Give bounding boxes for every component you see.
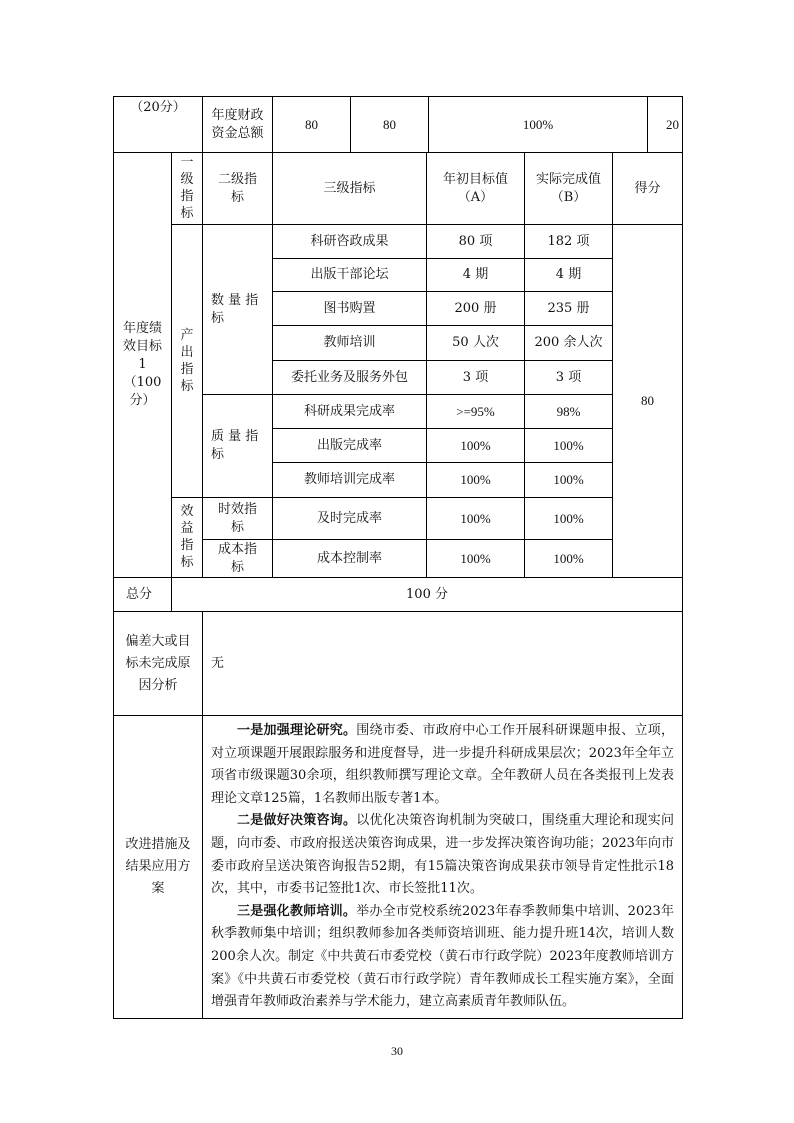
indicator-cell: 教师培训完成率 [273,463,427,498]
header-level1: 一级指标 [172,153,203,225]
actual-cell: 4 期 [525,259,613,292]
actual-cell: 100% [525,429,613,463]
group-timeliness: 时效指标 [203,498,273,540]
group-output: 产出指标 [172,225,203,498]
table-row [114,498,683,540]
performance-table-sheet [113,96,682,1019]
goal-label: 年度绩效目标1（100分） [114,153,172,578]
indicator-cell: 出版完成率 [273,429,427,463]
improvement-paragraph-3 [211,901,674,1014]
deviation-row [114,612,683,716]
funds-table [113,96,683,153]
target-cell: 200 册 [427,292,525,326]
actual-cell: 235 册 [525,292,613,326]
target-cell: 100% [427,429,525,463]
total-label: 总分 [114,578,172,612]
analysis-table [113,611,683,1019]
funds-row [114,97,683,153]
improvement-paragraph-2 [211,810,674,900]
group-quality: 质 量 指 标 [203,395,273,498]
improvement-row [114,716,683,1019]
page-number: 30 [391,1044,403,1058]
deviation-value: 无 [203,612,683,716]
paragraph-2-title: 二是做好决策咨询。 [237,813,357,829]
paragraph-3-text: 举办全市党校系统2023年春季教师集中培训、2023年秋季教师集中培训；组织教师参加各类师资培训班、能力提升班14次，培训人数200余人次。制定《中共黄石市委党校（黄石市行政学院）2023年度教师培训方案》《中共黄石市委党校（黄石市行政学院）青年教师成长工程实施方案》，全面增强青年教师政治素养与学术能力，建立高素质青年教师队伍。 [211,903,674,1010]
target-cell: 50 人次 [427,326,525,361]
target-cell: 100% [427,498,525,540]
actual-cell: 100% [525,463,613,498]
indicators-table [113,152,683,578]
actual-cell: 98% [525,395,613,429]
indicator-cell: 出版干部论坛 [273,259,427,292]
table-row [114,225,683,259]
indicator-cell: 科研成果完成率 [273,395,427,429]
header-level2: 二级指标 [203,153,273,225]
actual-cell: 100% [525,498,613,540]
funds-value-1: 80 [273,97,351,153]
target-cell: 100% [427,463,525,498]
actual-cell: 100% [525,540,613,578]
indicator-cell: 及时完成率 [273,498,427,540]
deviation-label: 偏差大或目标未完成原因分析 [114,612,203,716]
summary-table [113,577,683,612]
indicator-cell: 教师培训 [273,326,427,361]
target-cell: 4 期 [427,259,525,292]
indicator-cell: 图书购置 [273,292,427,326]
header-row [114,153,683,225]
target-cell: 80 项 [427,225,525,259]
improvement-label: 改进措施及结果应用方案 [114,716,203,1019]
indicator-cell: 成本控制率 [273,540,427,578]
actual-cell: 182 项 [525,225,613,259]
total-row [114,578,683,612]
actual-cell: 200 余人次 [525,326,613,361]
target-cell: 100% [427,540,525,578]
funds-value-3: 100% [429,97,648,153]
paragraph-1-text: 围绕市委、市政府中心工作开展科研课题申报、立项，对立项课题开展跟踪服务和进度督导，进一步提升科研成果层次；2023年全年立项省市级课题30余项，组织教师撰写理论文章。全年教研人员在各类报刊上发表理论文章125篇，1名教师出版专著1本。 [211,723,674,806]
paragraph-1-title: 一是加强理论研究。 [237,723,357,738]
improvement-content [203,716,683,1019]
total-value: 100 分 [172,578,683,612]
funds-item-label: 年度财政资金总额 [203,97,273,153]
target-cell: 3 项 [427,361,525,395]
paragraph-2-text: 以优化决策咨询机制为突破口，围绕重大理论和现实问题，向市委、市政府报送决策咨询成果，进一步发挥决策咨询功能；2023年向市委市政府呈送决策咨询报告52期，有15篇决策咨询成果获市领导肯定性批示18次，其中，市委书记签批1次、市长签批11次。 [211,813,674,897]
indicator-cell: 委托业务及服务外包 [273,361,427,395]
header-actual: 实际完成值（B） [525,153,613,225]
paragraph-3-title: 三是强化教师培训。 [237,903,357,919]
target-cell: >=95% [427,395,525,429]
funds-value-4: 20 [648,97,683,153]
funds-score-label: （20分） [114,97,203,153]
actual-cell: 3 项 [525,361,613,395]
group-benefit: 效益指标 [172,498,203,578]
header-level3: 三级指标 [273,153,427,225]
indicator-cell: 科研咨政成果 [273,225,427,259]
improvement-paragraph-1 [211,720,674,810]
funds-value-2: 80 [351,97,429,153]
group-cost: 成本指标 [203,540,273,578]
group-quantity: 数 量 指 标 [203,225,273,395]
score-value: 80 [613,225,683,578]
header-score: 得分 [613,153,683,225]
header-target: 年初目标值（A） [427,153,525,225]
